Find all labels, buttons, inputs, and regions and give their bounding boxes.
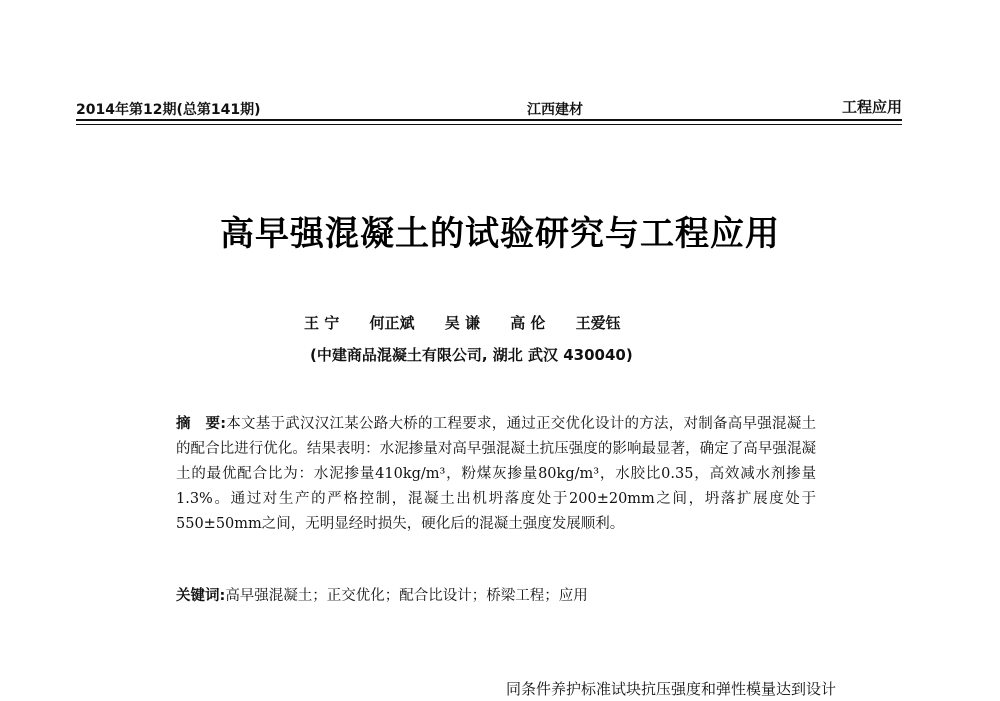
section-name: 工程应用 — [841, 98, 902, 116]
abstract-text: 本文基于武汉汉江某公路大桥的工程要求，通过正交优化设计的方法，对制备高早强混凝土的配合比进行优化。结果表明：水泥掺量对高早强混凝土抗压强度的影响最显著，确定了高早强混凝土的最优配合比为：水泥掺量410kg/m³，粉煤灰掺量80kg/m³，水胶比0.35，高效减水剂掺量1.3%。通过对生产的严格控制，混凝土出机坍落度处于200±20mm之间，坍落扩展度处于550±50mm之间，无明显经时损失，硬化后的混凝土强度发展顺利。 — [176, 416, 816, 532]
author-list — [304, 312, 646, 333]
affiliation: (中建商品混凝土有限公司, 湖北 武汉 430040) — [310, 346, 633, 364]
journal-name: 江西建材 — [527, 102, 583, 118]
header-rule-thin — [76, 124, 902, 125]
author: 王 宁 — [304, 314, 340, 332]
running-header — [76, 96, 902, 118]
issue-info: 2014年第12期(总第141期) — [76, 102, 261, 118]
author: 高 伦 — [510, 314, 546, 332]
keywords-text: 高早强混凝土；正交优化；配合比设计；桥梁工程；应用 — [225, 588, 588, 604]
paper-title: 高早强混凝土的试验研究与工程应用 — [220, 214, 780, 254]
author: 何正斌 — [369, 314, 415, 332]
author: 王爱钰 — [575, 314, 621, 332]
abstract — [176, 412, 816, 537]
abstract-label: 摘 要: — [176, 416, 227, 432]
keywords-label: 关键词: — [176, 588, 226, 604]
keywords — [176, 584, 816, 609]
body-text-fragment: 同条件养护标准试块抗压强度和弹性模量达到设计 — [506, 680, 837, 698]
header-rule-thick — [76, 119, 902, 121]
author: 吴 谦 — [444, 314, 480, 332]
